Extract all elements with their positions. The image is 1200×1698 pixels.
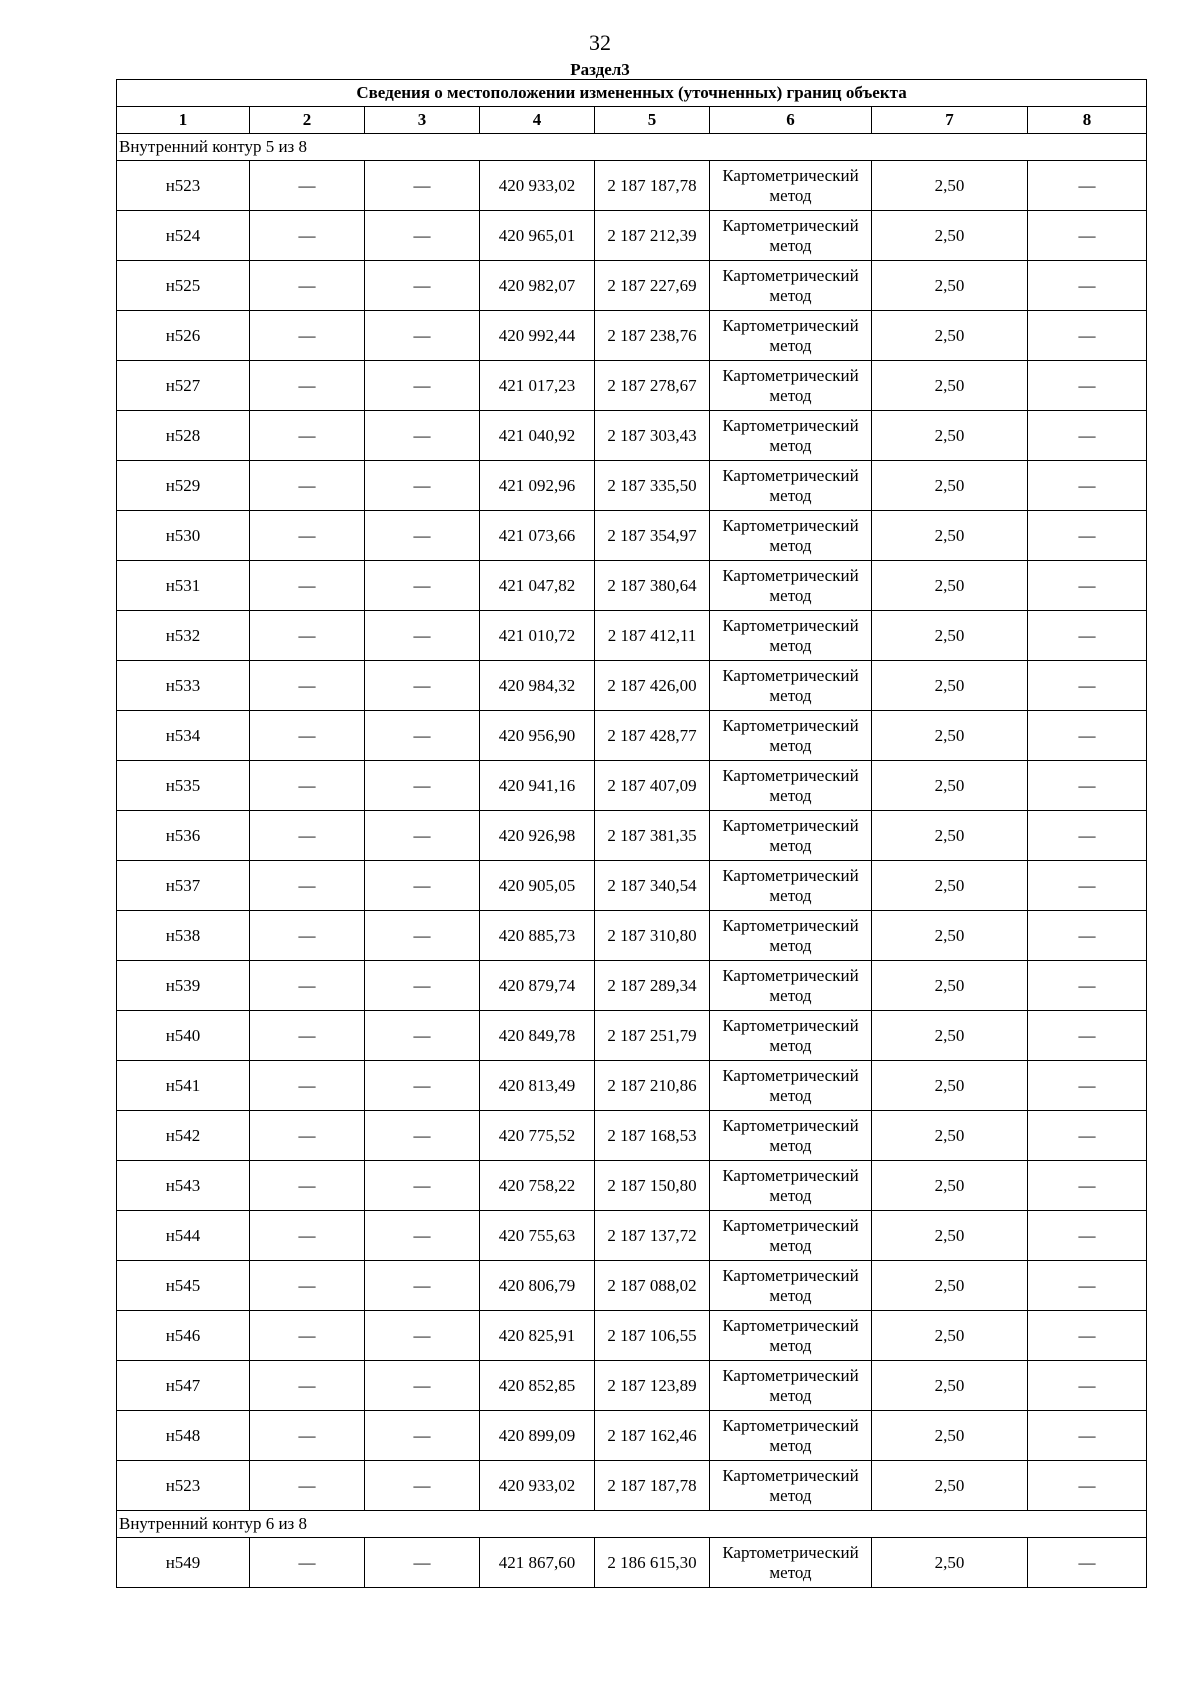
x-coordinate-cell: 421 073,66 (480, 511, 595, 561)
accuracy-cell: 2,50 (872, 361, 1028, 411)
col8-cell: — (1028, 461, 1147, 511)
y-coordinate-cell: 2 187 187,78 (595, 1461, 710, 1511)
col3-cell: — (365, 561, 480, 611)
y-coordinate-cell: 2 187 426,00 (595, 661, 710, 711)
y-coordinate-cell: 2 187 251,79 (595, 1011, 710, 1061)
x-coordinate-cell: 421 047,82 (480, 561, 595, 611)
y-coordinate-cell: 2 186 615,30 (595, 1538, 710, 1588)
col2-cell: — (250, 1461, 365, 1511)
col8-cell: — (1028, 1111, 1147, 1161)
point-name-cell: н524 (117, 211, 250, 261)
accuracy-cell: 2,50 (872, 1538, 1028, 1588)
col2-cell: — (250, 211, 365, 261)
col8-cell: — (1028, 861, 1147, 911)
col3-cell: — (365, 1061, 480, 1111)
y-coordinate-cell: 2 187 289,34 (595, 961, 710, 1011)
col3-cell: — (365, 1111, 480, 1161)
col8-cell: — (1028, 961, 1147, 1011)
table-row (117, 661, 1147, 711)
col2-cell: — (250, 811, 365, 861)
col2-cell: — (250, 1061, 365, 1111)
method-cell: Картометрический метод (710, 261, 872, 311)
y-coordinate-cell: 2 187 340,54 (595, 861, 710, 911)
col8-cell: — (1028, 361, 1147, 411)
accuracy-cell: 2,50 (872, 161, 1028, 211)
method-cell: Картометрический метод (710, 1411, 872, 1461)
point-name-cell: н541 (117, 1061, 250, 1111)
accuracy-cell: 2,50 (872, 461, 1028, 511)
table-row (117, 311, 1147, 361)
col8-cell: — (1028, 811, 1147, 861)
col3-cell: — (365, 1538, 480, 1588)
col3-cell: — (365, 411, 480, 461)
accuracy-cell: 2,50 (872, 761, 1028, 811)
x-coordinate-cell: 420 852,85 (480, 1361, 595, 1411)
y-coordinate-cell: 2 187 354,97 (595, 511, 710, 561)
point-name-cell: н534 (117, 711, 250, 761)
accuracy-cell: 2,50 (872, 1411, 1028, 1461)
accuracy-cell: 2,50 (872, 1361, 1028, 1411)
table-row (117, 1261, 1147, 1311)
method-cell: Картометрический метод (710, 861, 872, 911)
accuracy-cell: 2,50 (872, 961, 1028, 1011)
point-name-cell: н539 (117, 961, 250, 1011)
point-name-cell: н546 (117, 1311, 250, 1361)
col3-cell: — (365, 611, 480, 661)
col3-cell: — (365, 1361, 480, 1411)
col2-cell: — (250, 661, 365, 711)
col2-cell: — (250, 261, 365, 311)
col2-cell: — (250, 361, 365, 411)
accuracy-cell: 2,50 (872, 261, 1028, 311)
table-row (117, 561, 1147, 611)
point-name-cell: н523 (117, 1461, 250, 1511)
point-name-cell: н540 (117, 1011, 250, 1061)
method-cell: Картометрический метод (710, 1461, 872, 1511)
col8-cell: — (1028, 1311, 1147, 1361)
col3-cell: — (365, 711, 480, 761)
col8-cell: — (1028, 711, 1147, 761)
table-caption: Сведения о местоположении измененных (уточненных) границ объекта (117, 80, 1147, 107)
col3-cell: — (365, 661, 480, 711)
col8-cell: — (1028, 1261, 1147, 1311)
point-name-cell: н545 (117, 1261, 250, 1311)
accuracy-cell: 2,50 (872, 1211, 1028, 1261)
col8-cell: — (1028, 1211, 1147, 1261)
section-title: Раздел3 (570, 60, 630, 79)
point-name-cell: н530 (117, 511, 250, 561)
col8-cell: — (1028, 661, 1147, 711)
table-row (117, 161, 1147, 211)
accuracy-cell: 2,50 (872, 211, 1028, 261)
accuracy-cell: 2,50 (872, 711, 1028, 761)
col3-cell: — (365, 1011, 480, 1061)
table-row (117, 1111, 1147, 1161)
col8-cell: — (1028, 161, 1147, 211)
table-row (117, 511, 1147, 561)
table-row (117, 861, 1147, 911)
col2-cell: — (250, 1538, 365, 1588)
col3-cell: — (365, 861, 480, 911)
x-coordinate-cell: 420 849,78 (480, 1011, 595, 1061)
x-coordinate-cell: 420 965,01 (480, 211, 595, 261)
column-header: 2 (250, 107, 365, 134)
method-cell: Картометрический метод (710, 311, 872, 361)
col8-cell: — (1028, 261, 1147, 311)
y-coordinate-cell: 2 187 380,64 (595, 561, 710, 611)
accuracy-cell: 2,50 (872, 1311, 1028, 1361)
point-name-cell: н537 (117, 861, 250, 911)
table-row (117, 1011, 1147, 1061)
col2-cell: — (250, 1361, 365, 1411)
col3-cell: — (365, 1261, 480, 1311)
y-coordinate-cell: 2 187 412,11 (595, 611, 710, 661)
x-coordinate-cell: 420 825,91 (480, 1311, 595, 1361)
method-cell: Картометрический метод (710, 1261, 872, 1311)
point-name-cell: н525 (117, 261, 250, 311)
point-name-cell: н523 (117, 161, 250, 211)
point-name-cell: н529 (117, 461, 250, 511)
method-cell: Картометрический метод (710, 811, 872, 861)
table-row (117, 1461, 1147, 1511)
x-coordinate-cell: 420 956,90 (480, 711, 595, 761)
y-coordinate-cell: 2 187 303,43 (595, 411, 710, 461)
method-cell: Картометрический метод (710, 711, 872, 761)
point-name-cell: н538 (117, 911, 250, 961)
y-coordinate-cell: 2 187 210,86 (595, 1061, 710, 1111)
point-name-cell: н528 (117, 411, 250, 461)
x-coordinate-cell: 420 905,05 (480, 861, 595, 911)
col8-cell: — (1028, 411, 1147, 461)
col8-cell: — (1028, 1538, 1147, 1588)
col2-cell: — (250, 1211, 365, 1261)
x-coordinate-cell: 420 899,09 (480, 1411, 595, 1461)
point-name-cell: н543 (117, 1161, 250, 1211)
contour-group-row (117, 1511, 1147, 1538)
y-coordinate-cell: 2 187 123,89 (595, 1361, 710, 1411)
accuracy-cell: 2,50 (872, 1061, 1028, 1111)
col8-cell: — (1028, 761, 1147, 811)
col3-cell: — (365, 1411, 480, 1461)
y-coordinate-cell: 2 187 227,69 (595, 261, 710, 311)
x-coordinate-cell: 420 982,07 (480, 261, 595, 311)
point-name-cell: н548 (117, 1411, 250, 1461)
col3-cell: — (365, 811, 480, 861)
x-coordinate-cell: 421 010,72 (480, 611, 595, 661)
col3-cell: — (365, 1311, 480, 1361)
x-coordinate-cell: 420 941,16 (480, 761, 595, 811)
point-name-cell: н542 (117, 1111, 250, 1161)
method-cell: Картометрический метод (710, 561, 872, 611)
table-row (117, 811, 1147, 861)
col8-cell: — (1028, 1361, 1147, 1411)
point-name-cell: н549 (117, 1538, 250, 1588)
method-cell: Картометрический метод (710, 661, 872, 711)
table-row (117, 911, 1147, 961)
column-header: 6 (710, 107, 872, 134)
col3-cell: — (365, 211, 480, 261)
x-coordinate-cell: 420 992,44 (480, 311, 595, 361)
x-coordinate-cell: 421 017,23 (480, 361, 595, 411)
x-coordinate-cell: 420 933,02 (480, 161, 595, 211)
accuracy-cell: 2,50 (872, 661, 1028, 711)
boundary-table (116, 79, 1147, 1588)
col8-cell: — (1028, 1411, 1147, 1461)
x-coordinate-cell: 420 806,79 (480, 1261, 595, 1311)
x-coordinate-cell: 420 984,32 (480, 661, 595, 711)
col2-cell: — (250, 761, 365, 811)
col3-cell: — (365, 161, 480, 211)
col2-cell: — (250, 1411, 365, 1461)
column-header: 3 (365, 107, 480, 134)
y-coordinate-cell: 2 187 238,76 (595, 311, 710, 361)
method-cell: Картометрический метод (710, 911, 872, 961)
y-coordinate-cell: 2 187 428,77 (595, 711, 710, 761)
col2-cell: — (250, 861, 365, 911)
col2-cell: — (250, 711, 365, 761)
accuracy-cell: 2,50 (872, 561, 1028, 611)
col3-cell: — (365, 511, 480, 561)
table-row (117, 261, 1147, 311)
method-cell: Картометрический метод (710, 461, 872, 511)
method-cell: Картометрический метод (710, 961, 872, 1011)
table-row (117, 711, 1147, 761)
accuracy-cell: 2,50 (872, 1011, 1028, 1061)
col2-cell: — (250, 1261, 365, 1311)
col3-cell: — (365, 1461, 480, 1511)
y-coordinate-cell: 2 187 137,72 (595, 1211, 710, 1261)
page-number: 32 (589, 30, 611, 55)
column-header: 4 (480, 107, 595, 134)
method-cell: Картометрический метод (710, 511, 872, 561)
col8-cell: — (1028, 561, 1147, 611)
method-cell: Картометрический метод (710, 1111, 872, 1161)
accuracy-cell: 2,50 (872, 511, 1028, 561)
col8-cell: — (1028, 911, 1147, 961)
accuracy-cell: 2,50 (872, 411, 1028, 461)
accuracy-cell: 2,50 (872, 1461, 1028, 1511)
method-cell: Картометрический метод (710, 1061, 872, 1111)
col2-cell: — (250, 411, 365, 461)
x-coordinate-cell: 421 867,60 (480, 1538, 595, 1588)
col2-cell: — (250, 1161, 365, 1211)
col3-cell: — (365, 1211, 480, 1261)
table-row (117, 1161, 1147, 1211)
table-row (117, 411, 1147, 461)
col2-cell: — (250, 1011, 365, 1061)
y-coordinate-cell: 2 187 150,80 (595, 1161, 710, 1211)
col3-cell: — (365, 1161, 480, 1211)
col2-cell: — (250, 911, 365, 961)
y-coordinate-cell: 2 187 106,55 (595, 1311, 710, 1361)
col2-cell: — (250, 461, 365, 511)
col3-cell: — (365, 311, 480, 361)
col8-cell: — (1028, 311, 1147, 361)
point-name-cell: н532 (117, 611, 250, 661)
method-cell: Картометрический метод (710, 1161, 872, 1211)
col2-cell: — (250, 611, 365, 661)
table-row (117, 211, 1147, 261)
y-coordinate-cell: 2 187 381,35 (595, 811, 710, 861)
y-coordinate-cell: 2 187 088,02 (595, 1261, 710, 1311)
col2-cell: — (250, 1311, 365, 1361)
table-row (117, 1211, 1147, 1261)
table-row (117, 1538, 1147, 1588)
point-name-cell: н527 (117, 361, 250, 411)
table-row (117, 1411, 1147, 1461)
col2-cell: — (250, 1111, 365, 1161)
table-row (117, 1311, 1147, 1361)
y-coordinate-cell: 2 187 335,50 (595, 461, 710, 511)
x-coordinate-cell: 420 933,02 (480, 1461, 595, 1511)
table-header-row (117, 107, 1147, 134)
col8-cell: — (1028, 1061, 1147, 1111)
table-row (117, 961, 1147, 1011)
accuracy-cell: 2,50 (872, 1111, 1028, 1161)
point-name-cell: н544 (117, 1211, 250, 1261)
col3-cell: — (365, 461, 480, 511)
x-coordinate-cell: 421 092,96 (480, 461, 595, 511)
col8-cell: — (1028, 1161, 1147, 1211)
col2-cell: — (250, 311, 365, 361)
y-coordinate-cell: 2 187 162,46 (595, 1411, 710, 1461)
table-row (117, 1361, 1147, 1411)
col8-cell: — (1028, 211, 1147, 261)
y-coordinate-cell: 2 187 212,39 (595, 211, 710, 261)
accuracy-cell: 2,50 (872, 1261, 1028, 1311)
col8-cell: — (1028, 511, 1147, 561)
contour-group-label: Внутренний контур 5 из 8 (117, 134, 1147, 161)
x-coordinate-cell: 420 926,98 (480, 811, 595, 861)
point-name-cell: н531 (117, 561, 250, 611)
method-cell: Картометрический метод (710, 161, 872, 211)
x-coordinate-cell: 420 879,74 (480, 961, 595, 1011)
method-cell: Картометрический метод (710, 1211, 872, 1261)
x-coordinate-cell: 420 758,22 (480, 1161, 595, 1211)
method-cell: Картометрический метод (710, 761, 872, 811)
col3-cell: — (365, 911, 480, 961)
col8-cell: — (1028, 1011, 1147, 1061)
column-header: 8 (1028, 107, 1147, 134)
table-caption-row (117, 80, 1147, 107)
x-coordinate-cell: 420 885,73 (480, 911, 595, 961)
contour-group-label: Внутренний контур 6 из 8 (117, 1511, 1147, 1538)
x-coordinate-cell: 420 755,63 (480, 1211, 595, 1261)
column-header: 5 (595, 107, 710, 134)
accuracy-cell: 2,50 (872, 1161, 1028, 1211)
point-name-cell: н535 (117, 761, 250, 811)
table-row (117, 461, 1147, 511)
table-row (117, 611, 1147, 661)
method-cell: Картометрический метод (710, 1011, 872, 1061)
accuracy-cell: 2,50 (872, 911, 1028, 961)
col3-cell: — (365, 761, 480, 811)
accuracy-cell: 2,50 (872, 861, 1028, 911)
x-coordinate-cell: 420 775,52 (480, 1111, 595, 1161)
y-coordinate-cell: 2 187 407,09 (595, 761, 710, 811)
table-row (117, 1061, 1147, 1111)
point-name-cell: н547 (117, 1361, 250, 1411)
point-name-cell: н536 (117, 811, 250, 861)
method-cell: Картометрический метод (710, 1538, 872, 1588)
accuracy-cell: 2,50 (872, 611, 1028, 661)
col8-cell: — (1028, 1461, 1147, 1511)
col3-cell: — (365, 261, 480, 311)
column-header: 7 (872, 107, 1028, 134)
col3-cell: — (365, 361, 480, 411)
accuracy-cell: 2,50 (872, 311, 1028, 361)
col8-cell: — (1028, 611, 1147, 661)
col2-cell: — (250, 961, 365, 1011)
table-body (117, 80, 1147, 1588)
y-coordinate-cell: 2 187 310,80 (595, 911, 710, 961)
y-coordinate-cell: 2 187 168,53 (595, 1111, 710, 1161)
accuracy-cell: 2,50 (872, 811, 1028, 861)
col2-cell: — (250, 561, 365, 611)
point-name-cell: н533 (117, 661, 250, 711)
point-name-cell: н526 (117, 311, 250, 361)
y-coordinate-cell: 2 187 278,67 (595, 361, 710, 411)
method-cell: Картометрический метод (710, 211, 872, 261)
table-row (117, 361, 1147, 411)
table-row (117, 761, 1147, 811)
col3-cell: — (365, 961, 480, 1011)
x-coordinate-cell: 420 813,49 (480, 1061, 595, 1111)
col2-cell: — (250, 511, 365, 561)
method-cell: Картометрический метод (710, 1311, 872, 1361)
y-coordinate-cell: 2 187 187,78 (595, 161, 710, 211)
col2-cell: — (250, 161, 365, 211)
method-cell: Картометрический метод (710, 611, 872, 661)
x-coordinate-cell: 421 040,92 (480, 411, 595, 461)
method-cell: Картометрический метод (710, 411, 872, 461)
contour-group-row (117, 134, 1147, 161)
method-cell: Картометрический метод (710, 361, 872, 411)
method-cell: Картометрический метод (710, 1361, 872, 1411)
column-header: 1 (117, 107, 250, 134)
